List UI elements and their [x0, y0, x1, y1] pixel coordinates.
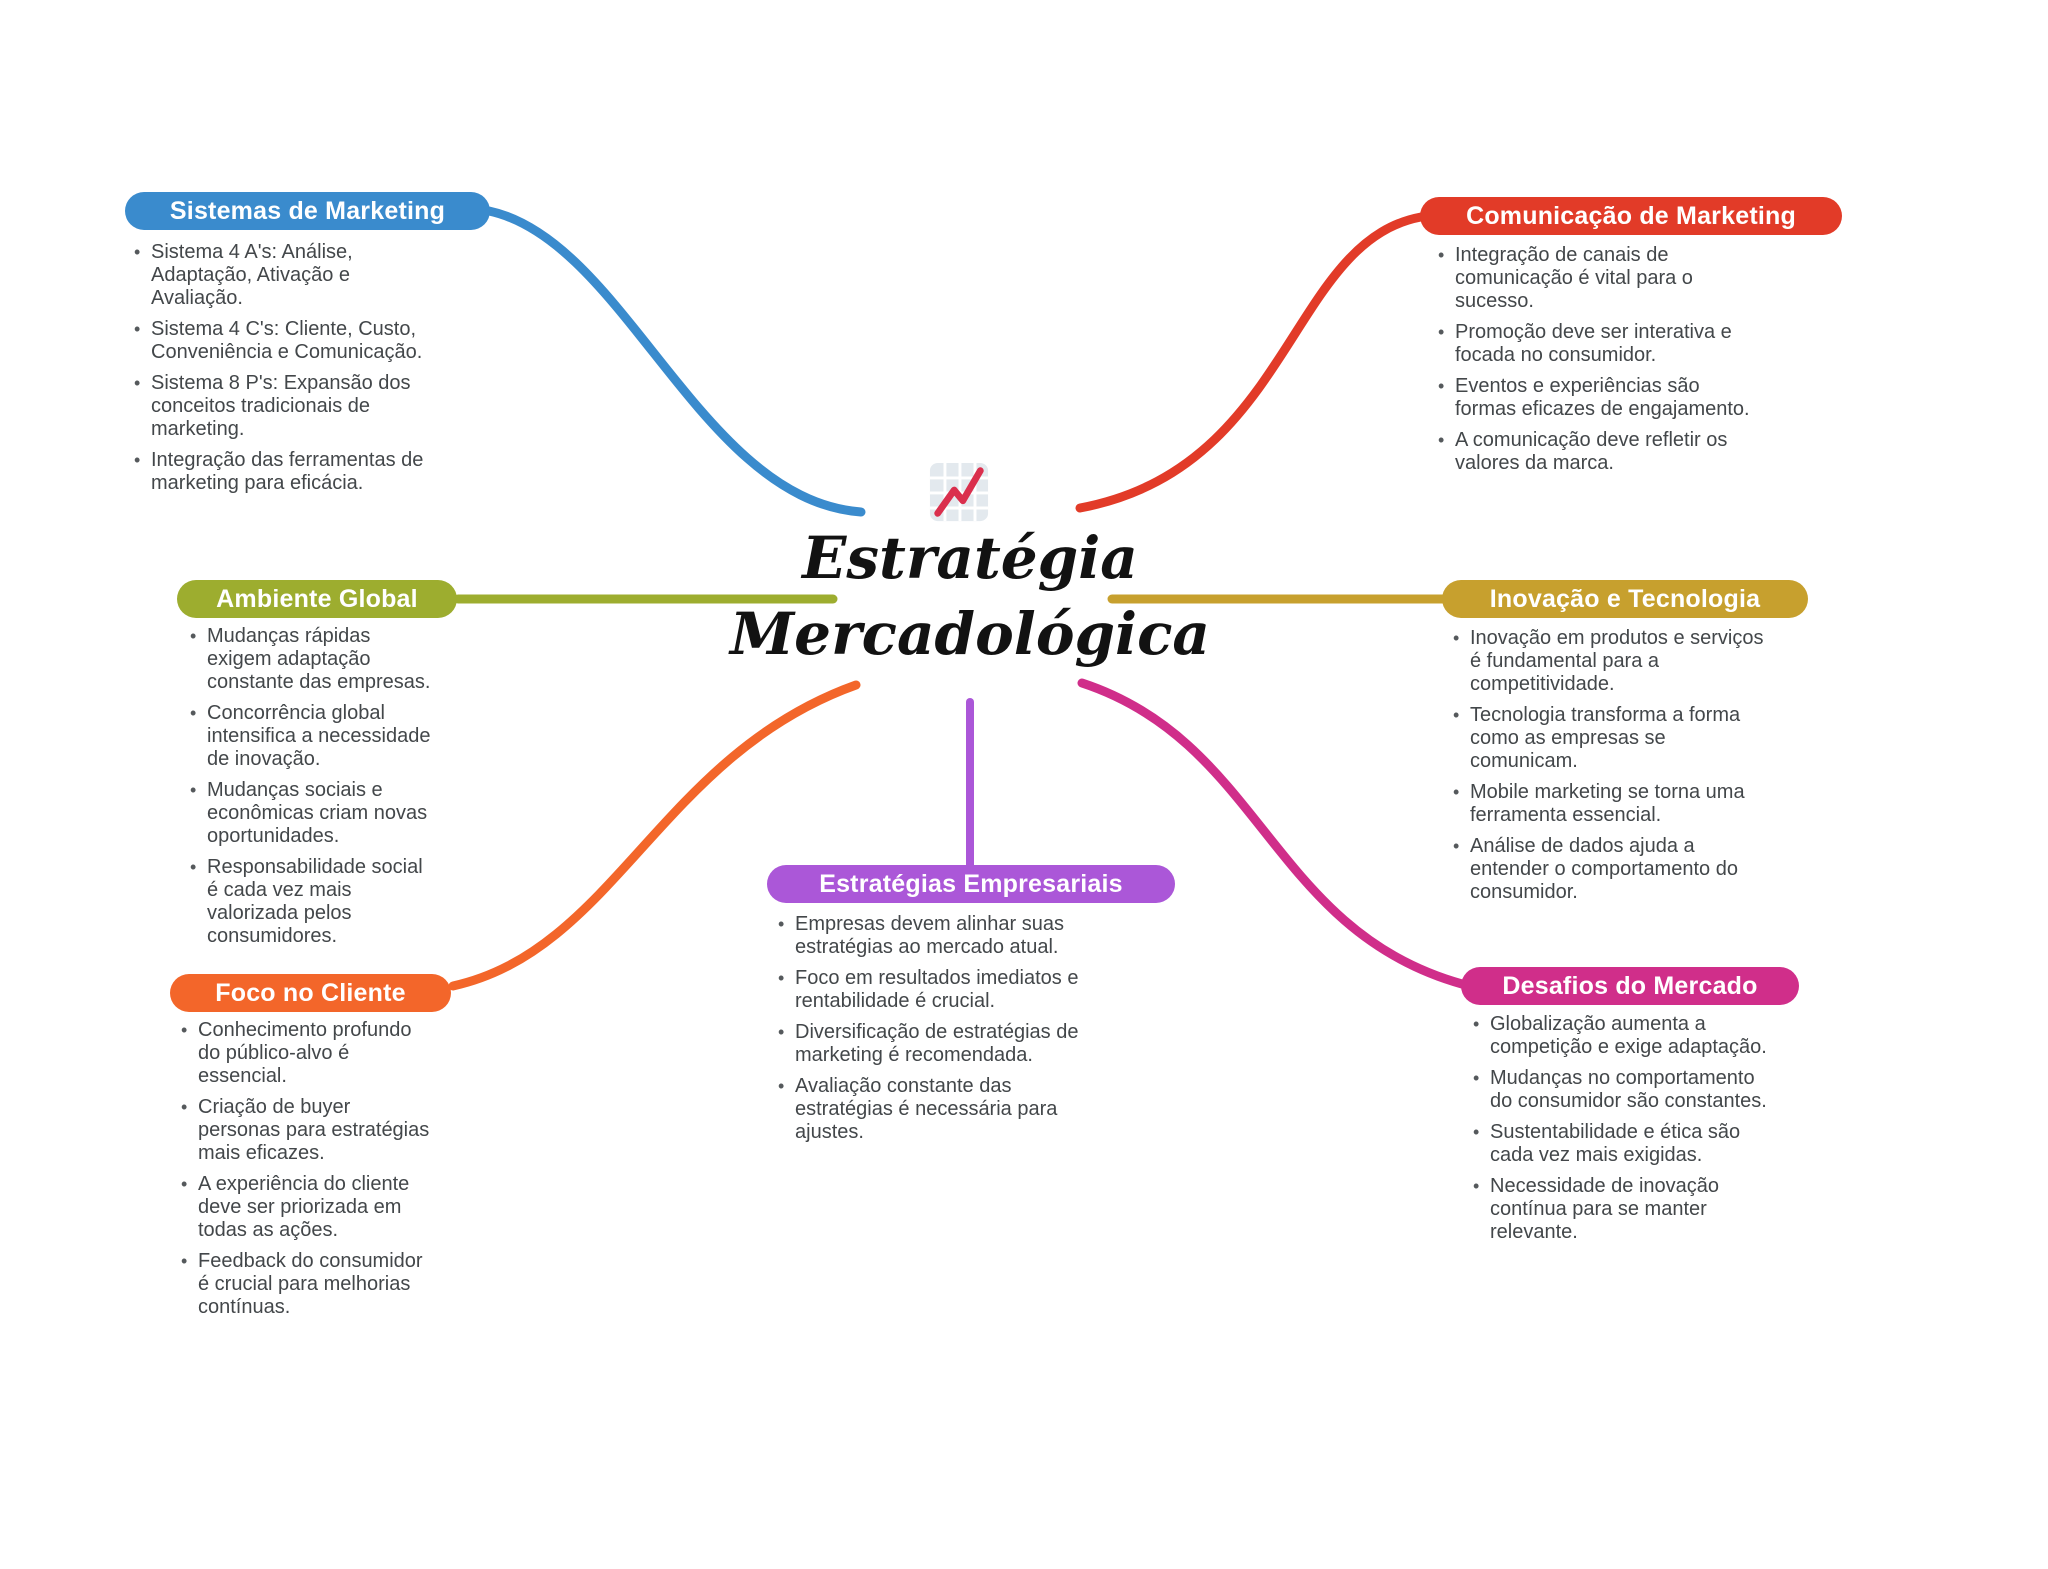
bullet-item[interactable]: • Feedback do consumidor é crucial para melhorias contínuas. — [177, 1250, 432, 1319]
bullet-item[interactable]: • Mudanças rápidas exigem adaptação constante das empresas. — [186, 625, 436, 694]
bullet-item[interactable]: • Criação de buyer personas para estratégias mais eficazes. — [177, 1096, 432, 1165]
bullet-item[interactable]: • Diversificação de estratégias de marketing é recomendada. — [774, 1021, 1094, 1067]
bullet-item[interactable]: • Sistema 4 C's: Cliente, Custo, Conveniência e Comunicação. — [130, 318, 435, 364]
connector-comunicacao-de-marketing — [1080, 217, 1421, 508]
bullet-item[interactable]: • Mudanças no comportamento do consumidor são constantes. — [1469, 1067, 1774, 1113]
bullet-item[interactable]: • Necessidade de inovação contínua para se manter relevante. — [1469, 1175, 1774, 1244]
branch-items-ambiente-global — [186, 625, 436, 948]
bullet-item[interactable]: • Análise de dados ajuda a entender o comportamento do consumidor. — [1449, 835, 1764, 904]
branch-items-inovacao-e-tecnologia — [1449, 627, 1764, 904]
branch-items-comunicacao-de-marketing — [1434, 244, 1764, 475]
bullet-item[interactable]: • Sustentabilidade e ética são cada vez mais exigidas. — [1469, 1121, 1774, 1167]
central-topic-line2: Mercadológica — [729, 600, 1210, 668]
bullet-item[interactable]: • Mobile marketing se torna uma ferramenta essencial. — [1449, 781, 1764, 827]
bullet-item[interactable]: • Avaliação constante das estratégias é necessária para ajustes. — [774, 1075, 1094, 1144]
bullet-item[interactable]: • A experiência do cliente deve ser priorizada em todas as ações. — [177, 1173, 432, 1242]
branch-header-estrategias-empresariais[interactable]: Estratégias Empresariais — [767, 865, 1175, 903]
branch-header-ambiente-global[interactable]: Ambiente Global — [177, 580, 457, 618]
branch-sistemas-de-marketing — [125, 192, 490, 503]
bullet-item[interactable]: • Foco em resultados imediatos e rentabilidade é crucial. — [774, 967, 1094, 1013]
branch-header-sistemas-de-marketing[interactable]: Sistemas de Marketing — [125, 192, 490, 230]
bullet-item[interactable]: • Tecnologia transforma a forma como as empresas se comunicam. — [1449, 704, 1764, 773]
branch-header-desafios-do-mercado[interactable]: Desafios do Mercado — [1461, 967, 1799, 1005]
bullet-item[interactable]: • Sistema 4 A's: Análise, Adaptação, Ativação e Avaliação. — [130, 241, 435, 310]
central-topic[interactable] — [670, 520, 1270, 672]
bullet-item[interactable]: • A comunicação deve refletir os valores da marca. — [1434, 429, 1764, 475]
branch-header-comunicacao-de-marketing[interactable]: Comunicação de Marketing — [1420, 197, 1842, 235]
branch-items-foco-no-cliente — [177, 1019, 432, 1319]
connector-sistemas-de-marketing — [489, 211, 861, 512]
branch-desafios-do-mercado — [1461, 967, 1799, 1252]
branch-inovacao-e-tecnologia — [1442, 580, 1808, 912]
bullet-item[interactable]: • Conhecimento profundo do público-alvo é essencial. — [177, 1019, 432, 1088]
branch-header-inovacao-e-tecnologia[interactable]: Inovação e Tecnologia — [1442, 580, 1808, 618]
chart-increasing-icon — [928, 461, 990, 523]
bullet-item[interactable]: • Empresas devem alinhar suas estratégias ao mercado atual. — [774, 913, 1094, 959]
bullet-item[interactable]: • Sistema 8 P's: Expansão dos conceitos tradicionais de marketing. — [130, 372, 435, 441]
bullet-item[interactable]: • Inovação em produtos e serviços é fundamental para a competitividade. — [1449, 627, 1764, 696]
bullet-item[interactable]: • Eventos e experiências são formas eficazes de engajamento. — [1434, 375, 1764, 421]
bullet-item[interactable]: • Globalização aumenta a competição e exige adaptação. — [1469, 1013, 1774, 1059]
branch-items-desafios-do-mercado — [1469, 1013, 1774, 1244]
branch-items-sistemas-de-marketing — [130, 241, 435, 495]
branch-ambiente-global — [177, 580, 457, 956]
branch-estrategias-empresariais — [767, 865, 1175, 1152]
branch-foco-no-cliente — [170, 974, 451, 1327]
branch-items-estrategias-empresariais — [774, 913, 1094, 1144]
bullet-item[interactable]: • Promoção deve ser interativa e focada no consumidor. — [1434, 321, 1764, 367]
branch-comunicacao-de-marketing — [1420, 197, 1842, 483]
bullet-item[interactable]: • Concorrência global intensifica a necessidade de inovação. — [186, 702, 436, 771]
central-topic-line1: Estratégia — [802, 524, 1138, 592]
branch-header-foco-no-cliente[interactable]: Foco no Cliente — [170, 974, 451, 1012]
bullet-item[interactable]: • Integração das ferramentas de marketing para eficácia. — [130, 449, 435, 495]
bullet-item[interactable]: • Mudanças sociais e econômicas criam novas oportunidades. — [186, 779, 436, 848]
bullet-item[interactable]: • Responsabilidade social é cada vez mais valorizada pelos consumidores. — [186, 856, 436, 948]
bullet-item[interactable]: • Integração de canais de comunicação é vital para o sucesso. — [1434, 244, 1764, 313]
